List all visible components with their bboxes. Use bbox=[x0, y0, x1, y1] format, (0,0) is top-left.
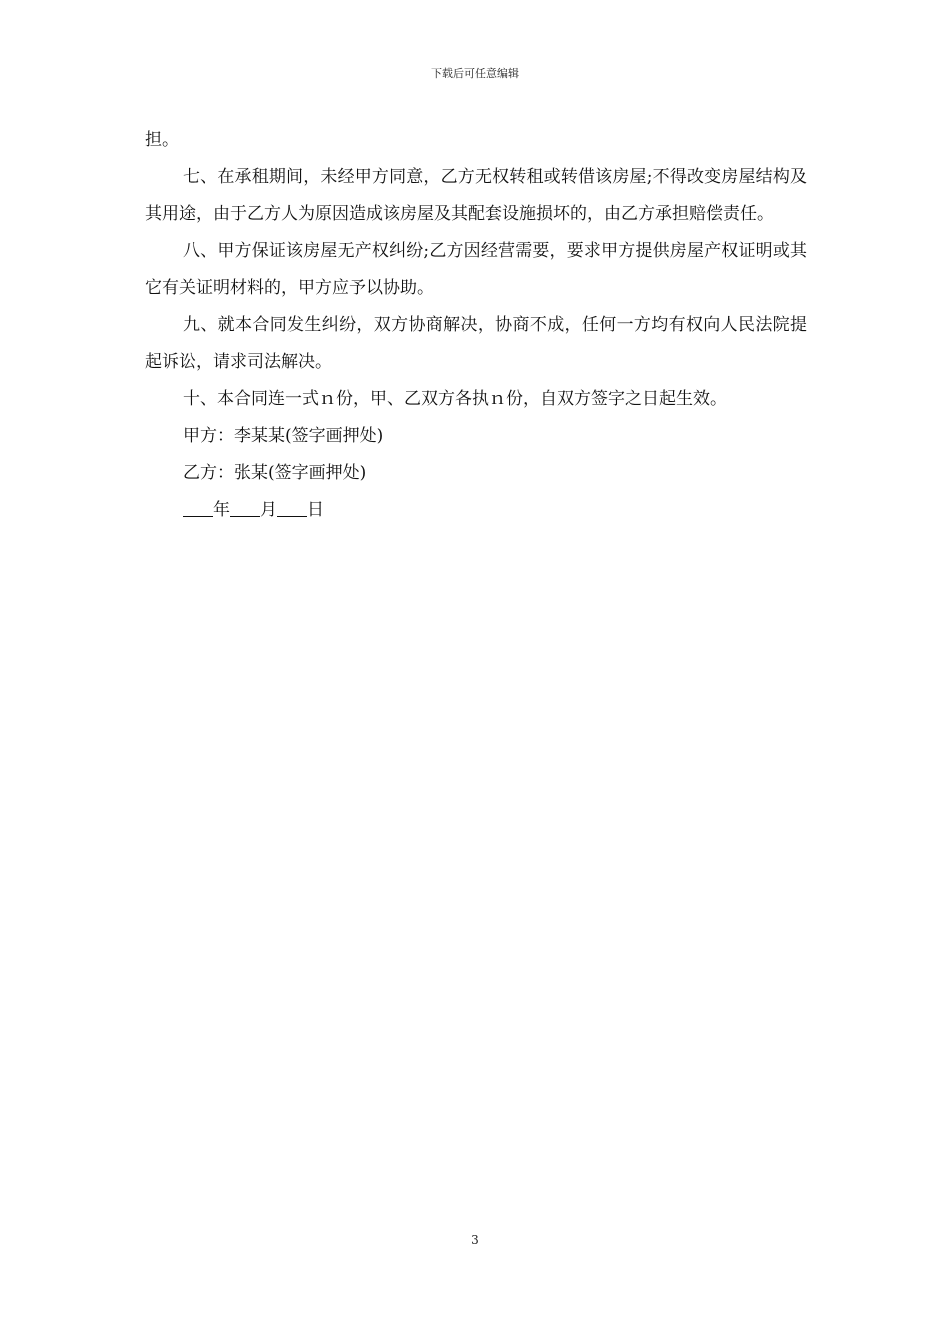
day-label: 日 bbox=[307, 500, 324, 520]
document-body bbox=[145, 122, 807, 529]
paragraph-clause-10: 十、本合同连一式ｎ份，甲、乙双方各执ｎ份，自双方签字之日起生效。 bbox=[183, 389, 727, 409]
signature-party-a: 甲方：李某某(签字画押处) bbox=[183, 426, 384, 446]
paragraph-continuation: 担。 bbox=[145, 130, 179, 150]
paragraph-clause-8: 八、甲方保证该房屋无产权纠纷;乙方因经营需要，要求甲方提供房屋产权证明或其它有关证明材料的，甲方应予以协助。 bbox=[145, 241, 807, 298]
date-line bbox=[145, 492, 807, 529]
page-number: 3 bbox=[471, 1233, 479, 1247]
month-label: 月 bbox=[260, 500, 277, 520]
page-header: 下载后可任意编辑 bbox=[431, 67, 519, 80]
paragraph-clause-9: 九、就本合同发生纠纷，双方协商解决，协商不成，任何一方均有权向人民法院提起诉讼，请求司法解决。 bbox=[145, 315, 807, 372]
paragraph-clause-7: 七、在承租期间，未经甲方同意，乙方无权转租或转借该房屋;不得改变房屋结构及其用途，由于乙方人为原因造成该房屋及其配套设施损坏的，由乙方承担赔偿责任。 bbox=[145, 167, 807, 224]
year-blank bbox=[183, 496, 213, 517]
day-blank bbox=[277, 496, 307, 517]
signature-party-b: 乙方：张某(签字画押处) bbox=[183, 463, 367, 483]
year-label: 年 bbox=[213, 500, 230, 520]
month-blank bbox=[230, 496, 260, 517]
